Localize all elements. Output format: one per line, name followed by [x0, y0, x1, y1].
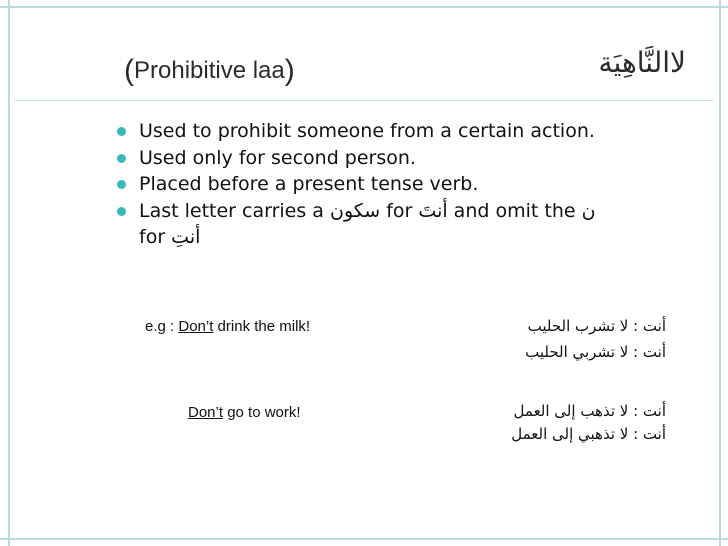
frame-line-bottom [0, 538, 728, 540]
example-underlined-word: Don’t [188, 404, 224, 421]
bullet-dot-icon [117, 207, 126, 216]
example-1-arabic-line-1: أنت : لا تشرب الحليب [527, 317, 666, 335]
example-2-english [188, 404, 301, 421]
bullet-dot-icon [117, 154, 126, 163]
title-english [124, 54, 295, 88]
example-underlined-word: Don’t [178, 318, 214, 335]
example-1-arabic-line-2: أنت : لا تشربي الحليب [525, 343, 666, 361]
frame-line-top [0, 6, 728, 8]
arabic-word-sukun: سكون [330, 199, 381, 222]
bullet-text: Placed before a present tense verb. [139, 173, 479, 195]
title-english-text: Prohibitive laa [134, 57, 285, 84]
bullet-dot-icon [117, 180, 126, 189]
bullet-dot-icon [117, 127, 126, 136]
example-2-arabic-line-1: أنت : لا تذهب إلى العمل [513, 402, 666, 420]
example-2-arabic-line-2: أنت : لا تذهبي إلى العمل [511, 425, 666, 443]
arabic-letter-nun: ن [581, 199, 596, 222]
bullet-item [114, 198, 714, 251]
frame-line-left [8, 0, 10, 546]
bullet-item [114, 171, 714, 198]
bullet-text-part: and omit the [447, 199, 582, 222]
title-open-paren: ( [124, 54, 134, 87]
bullet-text-part: Last letter carries a [139, 199, 330, 222]
arabic-word-anta: أنتَ [418, 199, 448, 222]
bullet-text: Used only for second person. [139, 146, 416, 169]
title-arabic: لاالنَّاهِيَة [598, 46, 686, 79]
title-divider [14, 100, 714, 101]
bullet-item [114, 118, 714, 145]
example-prefix: e.g : [145, 318, 179, 335]
title-close-paren: ) [284, 54, 295, 87]
arabic-word-anti: أنتِ [171, 226, 201, 248]
example-1-english [145, 318, 310, 335]
bullet-text-part: for [380, 199, 419, 222]
bullet-text: Used to prohibit someone from a certain action. [139, 120, 595, 142]
example-rest: go to work! [223, 404, 301, 421]
frame-line-right [719, 0, 721, 546]
bullet-text-part: for [139, 226, 172, 248]
bullet-list [114, 118, 714, 251]
example-rest: drink the milk! [213, 318, 311, 335]
bullet-item [114, 145, 714, 172]
